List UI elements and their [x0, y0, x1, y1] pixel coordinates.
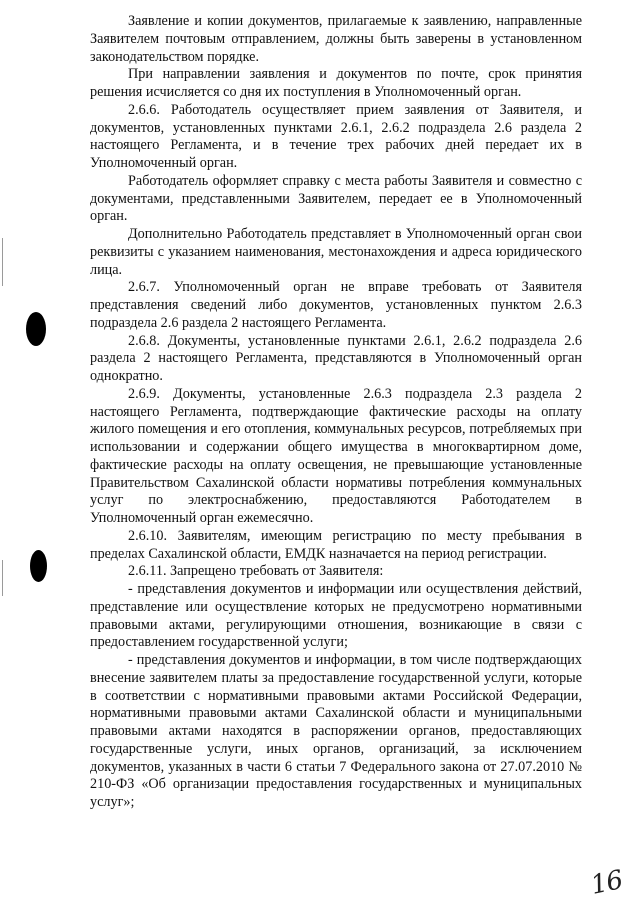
- paragraph: 2.6.6. Работодатель осуществляет прием заявления от Заявителя, и документов, установленных пунктами 2.6.1, 2.6.2 подраздела 2.6 раздела 2 настоящего Регламента, и в течение трех рабочих дней передает их в Уполномоченный орган.: [90, 101, 582, 171]
- paragraph: 2.6.11. Запрещено требовать от Заявителя:: [128, 563, 384, 580]
- paragraph: 2.6.8. Документы, установленные пунктами 2.6.1, 2.6.2 подраздела 2.6 раздела 2 настоящего Регламента, представляются в Уполномоченный орган однократно.: [90, 332, 582, 384]
- document-body: [90, 13, 582, 812]
- list-item: - представления документов и информации, в том числе подтверждающих внесение заявителем платы за предоставление государственной услуги, которые в соответствии с нормативными правовыми актами Российской Федерации, нормативными правовыми актами Сахалинской области и муниципальными правовыми актами находятся в распоряжении органов, предоставляющих государственные услуги, иных органов, организаций, за исключением документов, указанных в части 6 статьи 7 Федерального закона от 27.07.2010 № 210-ФЗ «Об организации предоставления государственных и муниципальных услуг»;: [90, 652, 582, 810]
- paragraph: 2.6.10. Заявителям, имеющим регистрацию по месту пребывания в пределах Сахалинской области, ЕМДК назначается на период регистрации.: [90, 527, 582, 562]
- paragraph: Дополнительно Работодатель представляет в Уполномоченный орган свои реквизиты с указанием наименования, местонахождения и адреса юридического лица.: [90, 226, 582, 278]
- paragraph: 2.6.9. Документы, установленные 2.6.3 подраздела 2.3 раздела 2 настоящего Регламента, подтверждающие фактические расходы на оплату жилого помещения и его отопления, коммунальных ресурсов, потребляемых при использовании и содержании общего имущества в многоквартирном доме, фактические расходы на оплату освещения, не превышающие установленные Правительством Сахалинской области нормативы потребления коммунальных услуг по электроснабжению, предоставляются Работодателем в Уполномоченный орган ежемесячно.: [90, 385, 582, 526]
- paragraph: 2.6.7. Уполномоченный орган не вправе требовать от Заявителя представления сведений либо документов, установленных пунктом 2.6.3 подраздела 2.6 раздела 2 настоящего Регламента.: [90, 279, 582, 331]
- handwritten-page-number: 16: [588, 865, 625, 901]
- paragraph: Заявление и копии документов, прилагаемые к заявлению, направленные Заявителем почтовым отправлением, должны быть заверены в установленном законодательством порядке.: [90, 13, 582, 65]
- scan-edge-mark: [2, 560, 3, 596]
- paragraph: При направлении заявления и документов по почте, срок принятия решения исчисляется со дня их поступления в Уполномоченный орган.: [90, 66, 582, 100]
- list-item: - представления документов и информации или осуществления действий, представление или осуществление которых не предусмотрено нормативными правовыми актами, регулирующими отношения, возникающие в связи с предоставлением государственной услуги;: [90, 581, 582, 651]
- scan-edge-mark: [2, 238, 3, 286]
- punch-hole-mark: [30, 550, 47, 582]
- paragraph: Работодатель оформляет справку с места работы Заявителя и совместно с документами, представленными Заявителем, передает ее в Уполномоченный орган.: [90, 172, 582, 225]
- punch-hole-mark: [26, 312, 46, 346]
